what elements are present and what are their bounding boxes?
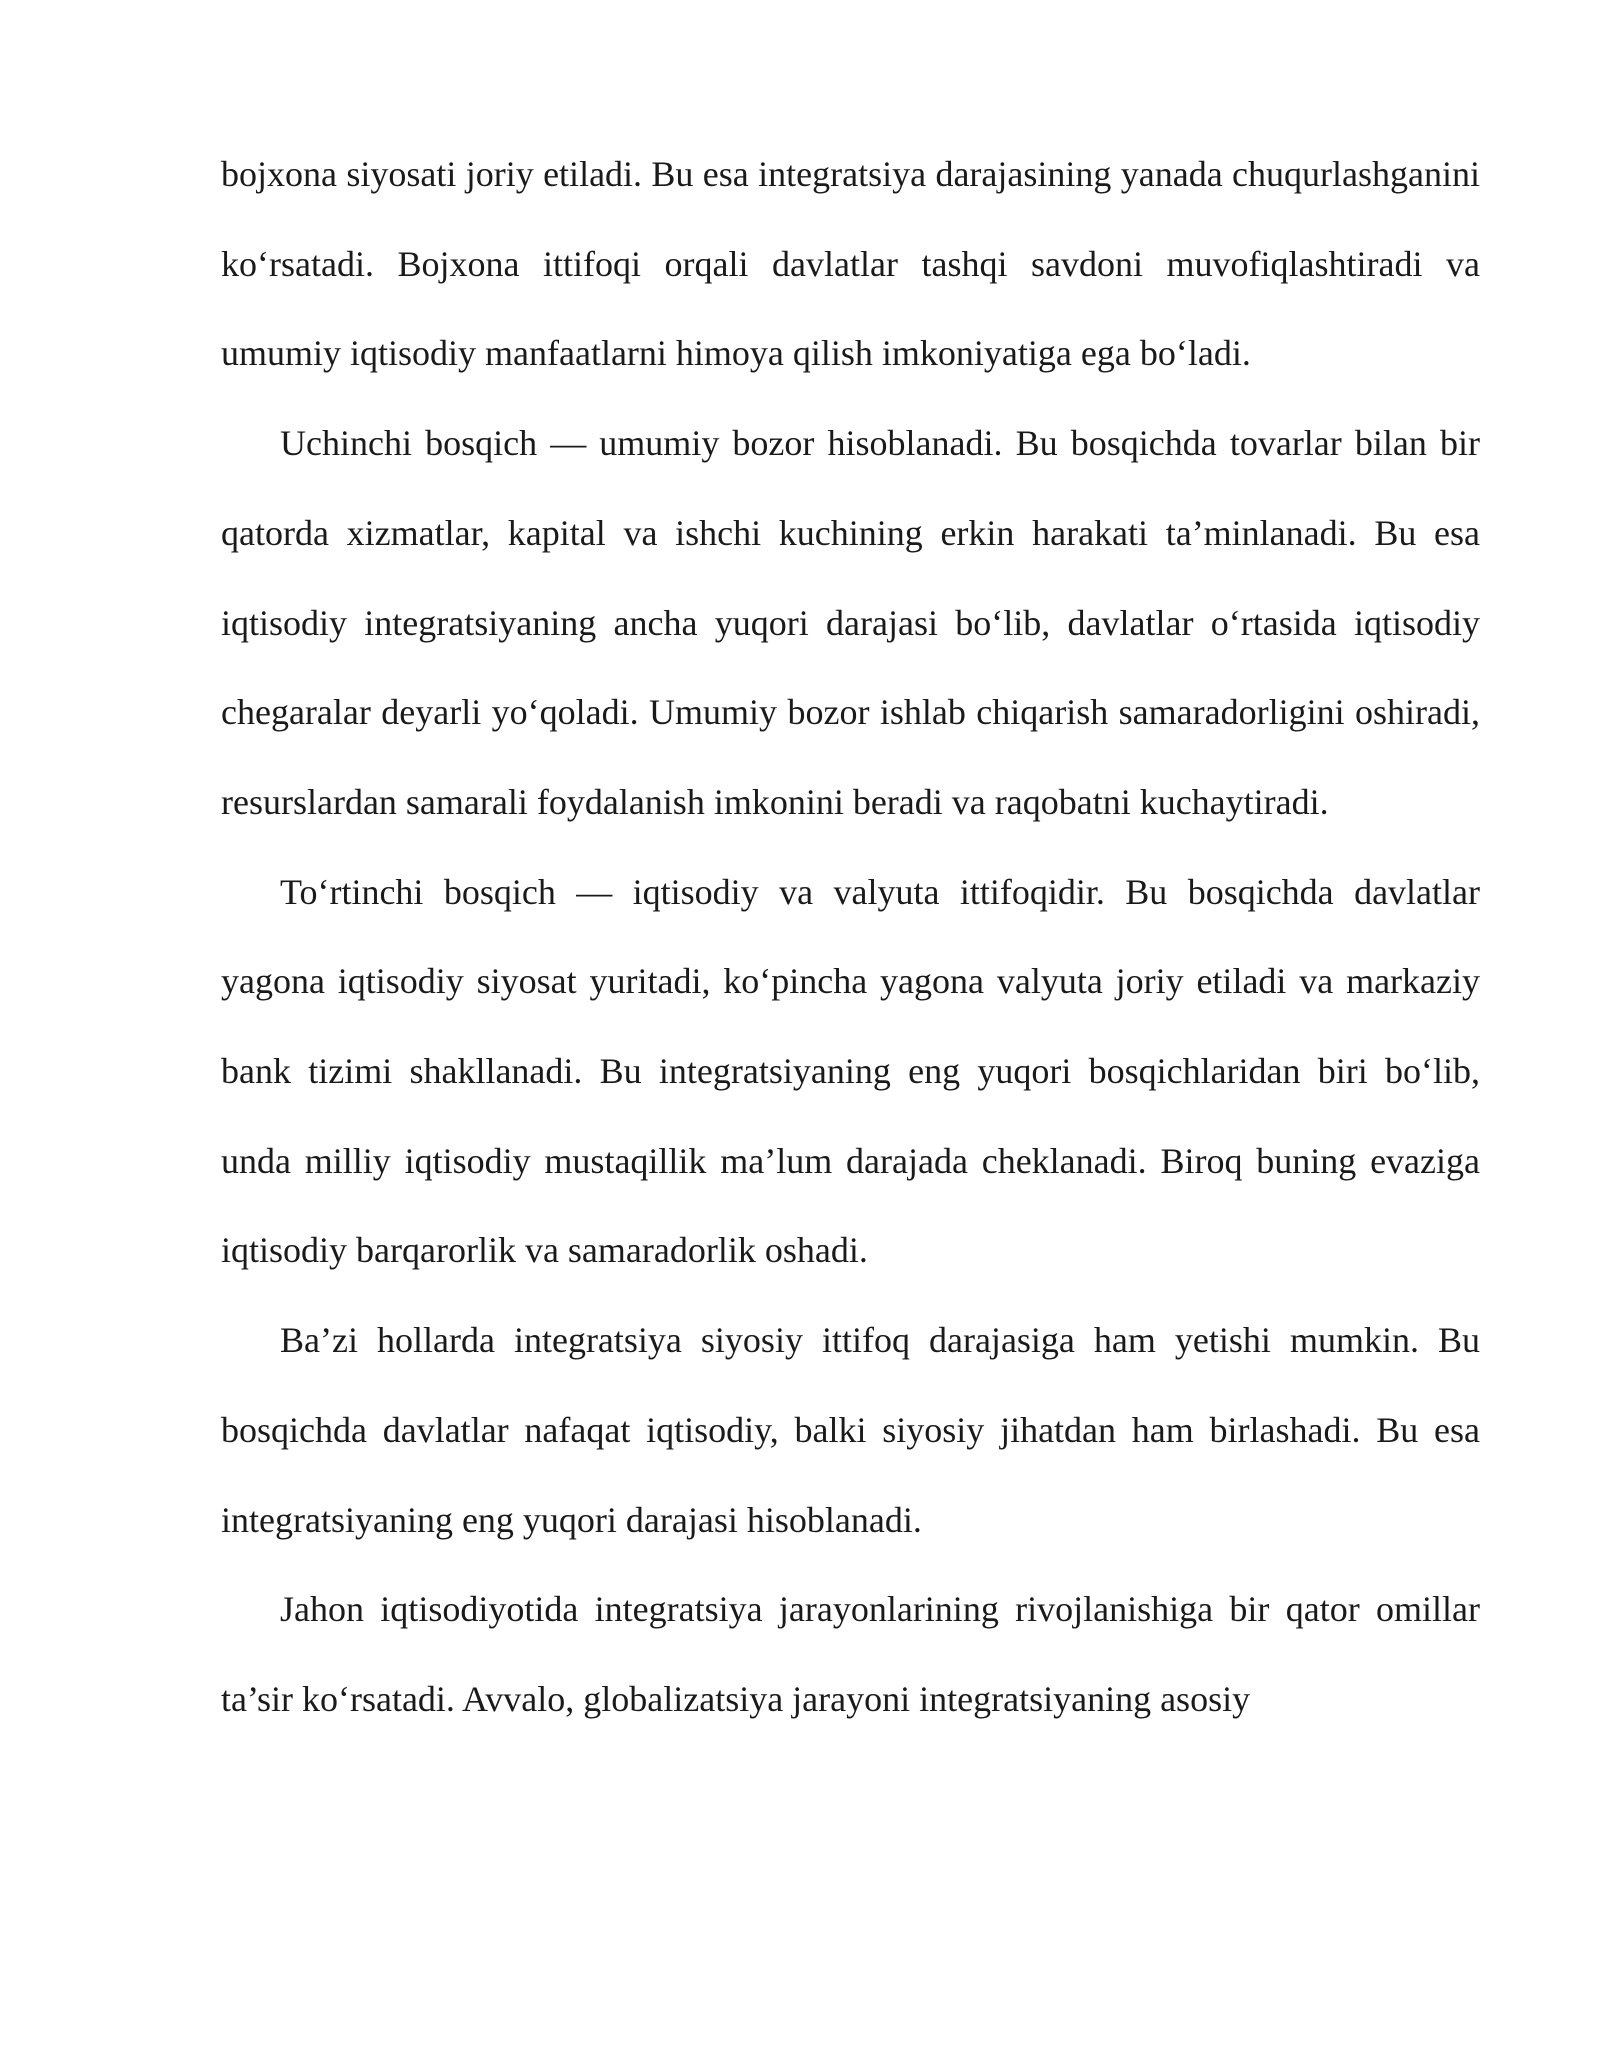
paragraph-stage-three: Uchinchi bosqich — umumiy bozor hisoblanadi. Bu bosqichda tovarlar bilan bir qatorda xizmatlar, kapital va ishchi kuchining erkin harakati ta’minlanadi. Bu esa iqtisodiy integratsiyaning ancha yuqori darajasi bo‘lib, davlatlar o‘rtasida iqtisodiy chegaralar deyarli yo‘qoladi. Umumiy bozor ishlab chiqarish samaradorligini oshiradi, resurslardan samarali foydalanish imkonini beradi va raqobatni kuchaytiradi. bbox=[221, 423, 1480, 822]
paragraph-integration-factors: Jahon iqtisodiyotida integratsiya jarayonlarining rivojlanishiga bir qator omillar ta’sir ko‘rsatadi. Avvalo, globalizatsiya jarayoni integratsiyaning asosiy bbox=[221, 1589, 1480, 1719]
paragraph-continued: bojxona siyosati joriy etiladi. Bu esa integratsiya darajasining yanada chuqurlashganini ko‘rsatadi. Bojxona ittifoqi orqali davlatlar tashqi savdoni muvofiqlashtiradi va umumiy iqtisodiy manfaatlarni himoya qilish imkoniyatiga ega bo‘ladi. bbox=[221, 154, 1480, 374]
paragraph-political-union: Ba’zi hollarda integratsiya siyosiy ittifoq darajasiga ham yetishi mumkin. Bu bosqichda davlatlar nafaqat iqtisodiy, balki siyosiy jihatdan ham birlashadi. Bu esa integratsiyaning eng yuqori darajasi hisoblanadi. bbox=[221, 1320, 1480, 1540]
body-text bbox=[221, 130, 1480, 1745]
paragraph-stage-four: To‘rtinchi bosqich — iqtisodiy va valyuta ittifoqidir. Bu bosqichda davlatlar yagona iqtisodiy siyosat yuritadi, ko‘pincha yagona valyuta joriy etiladi va markaziy bank tizimi shakllanadi. Bu integratsiyaning eng yuqori bosqichlaridan biri bo‘lib, unda milliy iqtisodiy mustaqillik ma’lum darajada cheklanadi. Biroq buning evaziga iqtisodiy barqarorlik va samaradorlik oshadi. bbox=[221, 871, 1480, 1271]
